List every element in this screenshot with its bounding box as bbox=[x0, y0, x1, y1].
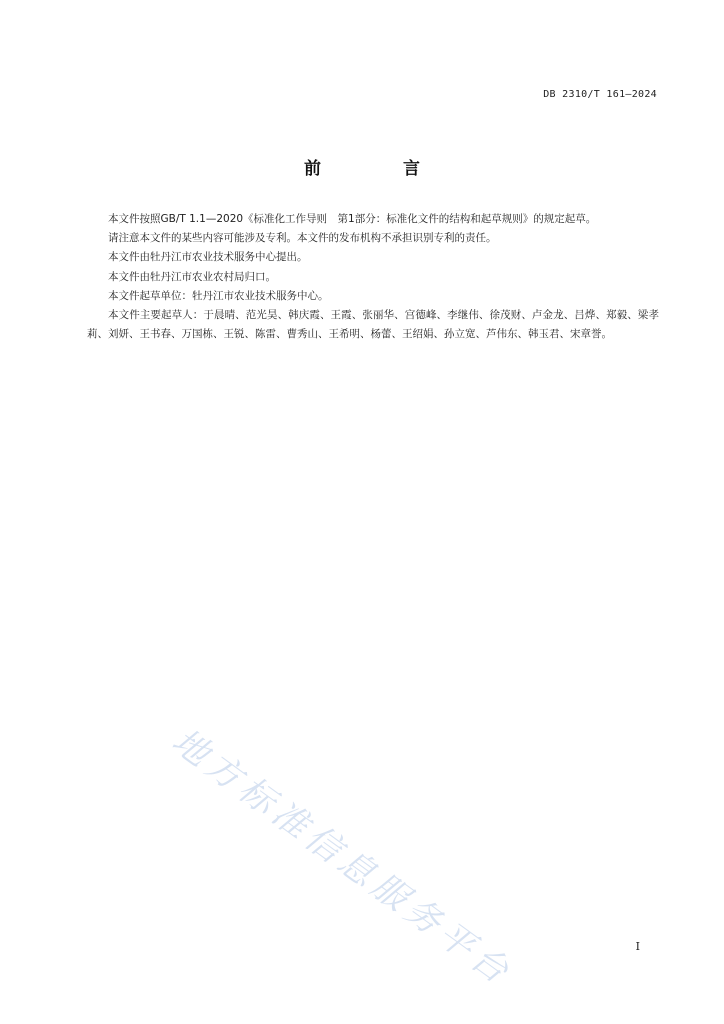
paragraph-drafting-basis: 本文件按照GB/T 1.1—2020《标准化工作导则 第1部分：标准化文件的结构和起草规则》的规定起草。 bbox=[108, 213, 597, 225]
paragraph-patent-notice: 请注意本文件的某些内容可能涉及专利。本文件的发布机构不承担识别专利的责任。 bbox=[108, 232, 497, 245]
paragraph-drafting-unit: 本文件起草单位：牡丹江市农业技术服务中心。 bbox=[108, 289, 329, 302]
watermark-text: 地方标准信息服务平台 bbox=[164, 721, 520, 995]
page-title: 前 言 bbox=[304, 159, 458, 179]
document-code: DB 2310/T 161—2024 bbox=[543, 89, 657, 100]
page-number: I bbox=[635, 940, 640, 953]
paragraph-drafters: 本文件主要起草人：于晨晴、范光昊、韩庆霞、王霞、张丽华、宫德峰、李继伟、徐茂财、卢金龙、吕烨、郑毅、梁孝莉、刘妍、王书春、万国栋、王锐、陈雷、曹秀山、王希明、杨蕾、王绍娟、孙立宽、芦伟东、韩玉君、宋章誉。 bbox=[87, 309, 659, 341]
foreword-body bbox=[87, 210, 659, 344]
paragraph-proposer: 本文件由牡丹江市农业技术服务中心提出。 bbox=[108, 251, 308, 264]
paragraph-centralized-management: 本文件由牡丹江市农业农村局归口。 bbox=[108, 270, 276, 283]
